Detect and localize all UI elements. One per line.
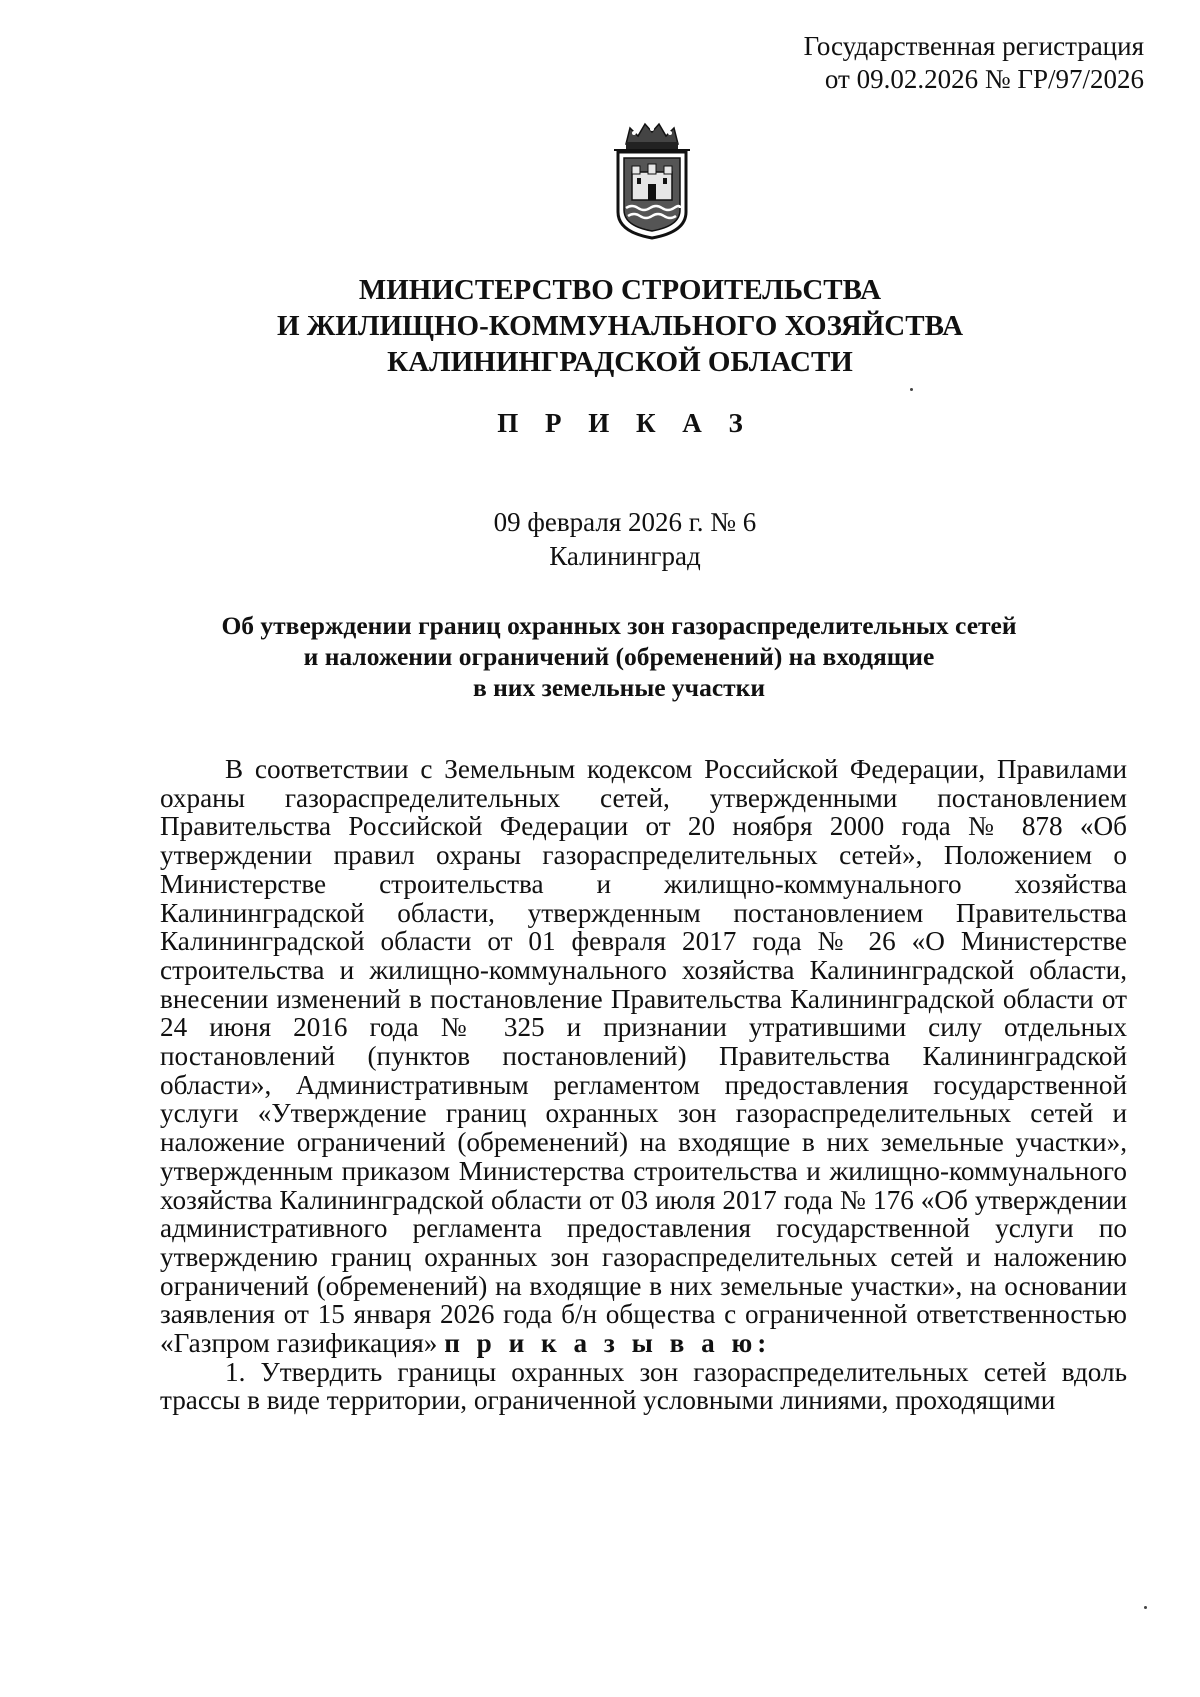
- ministry-line-3: КАЛИНИНГРАДСКОЙ ОБЛАСТИ: [387, 346, 853, 378]
- kaliningrad-coat-of-arms-icon: [612, 120, 692, 242]
- scan-speck: [910, 388, 913, 391]
- registration-line-1: Государственная регистрация: [803, 31, 1144, 61]
- subject-line-3: в них земельные участки: [472, 673, 766, 702]
- order-subject: [0, 610, 1200, 703]
- order-meta: [0, 505, 1200, 573]
- registration-line-2: от 09.02.2026 № ГР/97/2026: [824, 64, 1144, 94]
- preamble-paragraph: [160, 755, 1127, 1358]
- order-city: Калининград: [549, 541, 701, 571]
- subject-line-1: Об утверждении границ охранных зон газораспределительных сетей: [221, 611, 1017, 640]
- order-date-number: 09 февраля 2026 г. № 6: [493, 507, 757, 537]
- registration-stamp: [804, 30, 1144, 96]
- ministry-line-1: МИНИСТЕРСТВО СТРОИТЕЛЬСТВА: [358, 274, 882, 306]
- order-title: П Р И К А З: [497, 408, 753, 438]
- scan-speck: [1144, 1606, 1147, 1609]
- preamble-text: В соответствии с Земельным кодексом Российской Федерации, Правилами охраны газораспределительных сетей, утвержденными постановлением Правительства Российской Федерации от 20 ноября 2000 года № 878 «Об утверждении правил охраны газораспределительных сетей», Положением о Министерстве строительства и жилищно-коммунального хозяйства Калининградской области, утвержденным постановлением Правительства Калининградской области от 01 февраля 2017 года № 26 «О Министерстве строительства и жилищно-коммунального хозяйства Калининградской области, внесении изменений в постановление Правительства Калининградской области от 24 июня 2016 года № 325 и признании утратившими силу отдельных постановлений (пунктов постановлений) Правительства Калининградской области», Административным регламентом предоставления государственной услуги «Утверждение границ охранных зон газораспределительных сетей и наложение ограничений (обременений) на входящие в них земельные участки», утвержденным приказом Министерства строительства и жилищно-коммунального хозяйства Калининградской области от 03 июля 2017 года № 176 «Об утверждении административного регламента предоставления государственной услуги по утверждению границ охранных зон газораспределительных сетей и наложению ограничений (обременений) на входящие в них земельные участки», на основании заявления от 15 января 2026 года б/н общества с ограниченной ответственностью «Газпром газификация»: [160, 754, 1127, 1359]
- ministry-header: [0, 272, 1200, 380]
- decree-word: п р и к а з ы в а ю:: [444, 1328, 772, 1359]
- item-1-paragraph: 1. Утвердить границы охранных зон газораспределительных сетей вдоль трассы в виде территории, ограниченной условными линиями, проходящими: [160, 1356, 1127, 1416]
- order-body: [160, 755, 1127, 1415]
- subject-line-2: и наложении ограничений (обременений) на входящие: [303, 642, 935, 671]
- ministry-line-2: И ЖИЛИЩНО-КОММУНАЛЬНОГО ХОЗЯЙСТВА: [276, 310, 964, 342]
